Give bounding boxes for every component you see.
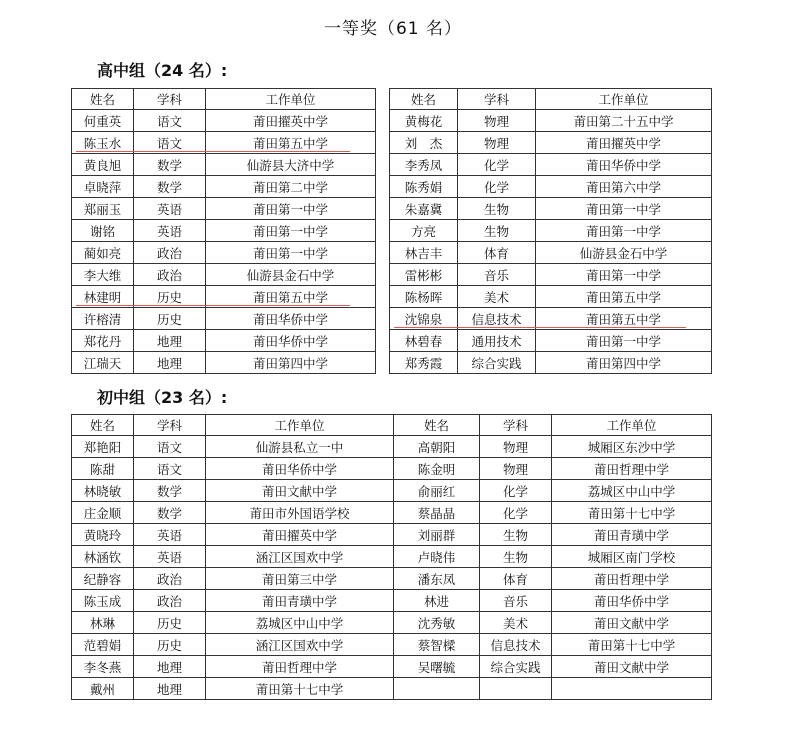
- subject-cell: 化学: [458, 176, 536, 198]
- name-cell: 卓晓萍: [72, 176, 134, 198]
- name-cell: 蔡晶晶: [394, 502, 480, 524]
- column-gap: [376, 132, 390, 154]
- school-cell: 莆田第一中学: [536, 220, 712, 242]
- school-cell: 莆田哲理中学: [206, 656, 394, 678]
- school-cell: 莆田青璜中学: [552, 524, 712, 546]
- subject-cell: 信息技术: [458, 308, 536, 330]
- column-header: 学科: [134, 89, 206, 110]
- column-header: 学科: [480, 415, 552, 436]
- subject-cell: 历史: [134, 634, 206, 656]
- name-cell: 高朝阳: [394, 436, 480, 458]
- subject-cell: 政治: [134, 568, 206, 590]
- table-header-row: [72, 89, 712, 110]
- school-cell: 莆田华侨中学: [552, 590, 712, 612]
- table-row: [72, 176, 712, 198]
- subject-cell: 体育: [480, 568, 552, 590]
- name-cell: 李秀凤: [390, 154, 458, 176]
- school-cell: 莆田擢英中学: [206, 110, 376, 132]
- name-cell: 蔺如亮: [72, 242, 134, 264]
- subject-cell: 政治: [134, 590, 206, 612]
- name-cell: 方亮: [390, 220, 458, 242]
- school-cell: 莆田第二十五中学: [536, 110, 712, 132]
- name-cell: 林碧春: [390, 330, 458, 352]
- name-cell: 何重英: [72, 110, 134, 132]
- school-cell: 城厢区南门学校: [552, 546, 712, 568]
- subject-cell: 数学: [134, 480, 206, 502]
- column-gap: [376, 264, 390, 286]
- subject-cell: 通用技术: [458, 330, 536, 352]
- subject-cell: 综合实践: [480, 656, 552, 678]
- name-cell: 沈秀敏: [394, 612, 480, 634]
- middle-school-table: [71, 414, 712, 700]
- name-cell: 谢铭: [72, 220, 134, 242]
- subject-cell: 美术: [458, 286, 536, 308]
- name-cell: 李大维: [72, 264, 134, 286]
- name-cell: 江瑞天: [72, 352, 134, 374]
- subject-cell: 生物: [458, 198, 536, 220]
- subject-cell: 音乐: [458, 264, 536, 286]
- school-cell: 莆田文献中学: [552, 612, 712, 634]
- school-cell: 莆田第一中学: [536, 264, 712, 286]
- school-cell: 莆田第五中学: [206, 286, 376, 308]
- name-cell: 刘丽群: [394, 524, 480, 546]
- table-row: [72, 568, 712, 590]
- school-cell: 莆田哲理中学: [552, 568, 712, 590]
- column-gap: [376, 286, 390, 308]
- name-cell: 林琳: [72, 612, 134, 634]
- name-cell: 刘 杰: [390, 132, 458, 154]
- column-gap: [376, 242, 390, 264]
- school-cell: 莆田文献中学: [552, 656, 712, 678]
- subject-cell: 历史: [134, 286, 206, 308]
- school-cell: 莆田第五中学: [536, 286, 712, 308]
- name-cell: 庄金顺: [72, 502, 134, 524]
- column-header: 工作单位: [552, 415, 712, 436]
- column-header: 工作单位: [206, 89, 376, 110]
- subject-cell: 地理: [134, 330, 206, 352]
- red-underline-mark: [394, 327, 686, 328]
- name-cell: 蔡智樑: [394, 634, 480, 656]
- school-cell: 仙游县私立一中: [206, 436, 394, 458]
- subject-cell: 综合实践: [458, 352, 536, 374]
- column-gap: [376, 89, 390, 110]
- school-cell: 荔城区中山中学: [206, 612, 394, 634]
- school-cell: 莆田华侨中学: [206, 330, 376, 352]
- name-cell: 俞丽红: [394, 480, 480, 502]
- name-cell: 林涵钦: [72, 546, 134, 568]
- name-cell: 黄晓玲: [72, 524, 134, 546]
- column-header: 姓名: [72, 89, 134, 110]
- column-gap: [376, 220, 390, 242]
- subject-cell: 生物: [480, 546, 552, 568]
- table-row: [72, 480, 712, 502]
- name-cell: 林吉丰: [390, 242, 458, 264]
- table-row: [72, 656, 712, 678]
- table-row: [72, 436, 712, 458]
- column-header: 姓名: [390, 89, 458, 110]
- school-cell: 莆田文献中学: [206, 480, 394, 502]
- table-row: [72, 198, 712, 220]
- table-header-row: [72, 415, 712, 436]
- name-cell: 纪静容: [72, 568, 134, 590]
- subject-cell: 音乐: [480, 590, 552, 612]
- name-cell: 郑艳阳: [72, 436, 134, 458]
- subject-cell: 语文: [134, 110, 206, 132]
- school-cell: 莆田第一中学: [536, 198, 712, 220]
- school-cell: 仙游县金石中学: [206, 264, 376, 286]
- school-cell: 莆田华侨中学: [206, 458, 394, 480]
- name-cell: 陈杨晖: [390, 286, 458, 308]
- subject-cell: 语文: [134, 458, 206, 480]
- school-cell: 莆田华侨中学: [536, 154, 712, 176]
- school-cell: 莆田第五中学: [206, 132, 376, 154]
- subject-cell: 化学: [480, 502, 552, 524]
- school-cell: 莆田擢英中学: [536, 132, 712, 154]
- name-cell: 陈玉成: [72, 590, 134, 612]
- name-cell: 林建明: [72, 286, 134, 308]
- name-cell: 陈玉水: [72, 132, 134, 154]
- subject-cell: 物理: [480, 436, 552, 458]
- school-cell: 莆田第二中学: [206, 176, 376, 198]
- subject-cell: 数学: [134, 154, 206, 176]
- name-cell: 郑秀霞: [390, 352, 458, 374]
- middle-school-heading: 初中组（23 名）:: [97, 388, 228, 407]
- school-cell: 莆田第五中学: [536, 308, 712, 330]
- name-cell: 许榕清: [72, 308, 134, 330]
- table-row: [72, 612, 712, 634]
- table-row: [72, 220, 712, 242]
- school-cell: 莆田第四中学: [536, 352, 712, 374]
- table-row: [72, 242, 712, 264]
- column-header: 工作单位: [536, 89, 712, 110]
- name-cell: 黄良旭: [72, 154, 134, 176]
- school-cell: 城厢区东沙中学: [552, 436, 712, 458]
- subject-cell: [480, 678, 552, 700]
- column-header: 工作单位: [206, 415, 394, 436]
- name-cell: 朱嘉冀: [390, 198, 458, 220]
- name-cell: 潘东凤: [394, 568, 480, 590]
- page-title: 一等奖（61 名）: [323, 19, 463, 39]
- school-cell: 莆田第十七中学: [206, 678, 394, 700]
- school-cell: 莆田第一中学: [206, 220, 376, 242]
- school-cell: 荔城区中山中学: [552, 480, 712, 502]
- subject-cell: 地理: [134, 656, 206, 678]
- name-cell: 林晓敏: [72, 480, 134, 502]
- name-cell: 黄梅花: [390, 110, 458, 132]
- table-row: [72, 634, 712, 656]
- name-cell: 雷彬彬: [390, 264, 458, 286]
- column-header: 学科: [458, 89, 536, 110]
- school-cell: 莆田第三中学: [206, 568, 394, 590]
- school-cell: 莆田第一中学: [206, 198, 376, 220]
- column-gap: [376, 308, 390, 330]
- name-cell: 戴州: [72, 678, 134, 700]
- school-cell: 莆田哲理中学: [552, 458, 712, 480]
- school-cell: 莆田第四中学: [206, 352, 376, 374]
- name-cell: 林进: [394, 590, 480, 612]
- subject-cell: 政治: [134, 264, 206, 286]
- name-cell: 范碧娟: [72, 634, 134, 656]
- subject-cell: 历史: [134, 612, 206, 634]
- school-cell: 仙游县大济中学: [206, 154, 376, 176]
- subject-cell: 数学: [134, 502, 206, 524]
- school-cell: 莆田第一中学: [206, 242, 376, 264]
- name-cell: 卢晓伟: [394, 546, 480, 568]
- name-cell: 陈秀娟: [390, 176, 458, 198]
- column-gap: [376, 330, 390, 352]
- name-cell: 陈金明: [394, 458, 480, 480]
- table-row: [72, 678, 712, 700]
- school-cell: 莆田第六中学: [536, 176, 712, 198]
- school-cell: 涵江区国欢中学: [206, 634, 394, 656]
- subject-cell: 信息技术: [480, 634, 552, 656]
- school-cell: 仙游县金石中学: [536, 242, 712, 264]
- school-cell: 莆田市外国语学校: [206, 502, 394, 524]
- school-cell: [552, 678, 712, 700]
- subject-cell: 化学: [480, 480, 552, 502]
- name-cell: 郑丽玉: [72, 198, 134, 220]
- table-row: [72, 352, 712, 374]
- column-gap: [376, 176, 390, 198]
- subject-cell: 化学: [458, 154, 536, 176]
- school-cell: 莆田华侨中学: [206, 308, 376, 330]
- subject-cell: 生物: [458, 220, 536, 242]
- name-cell: 沈锦泉: [390, 308, 458, 330]
- name-cell: 陈甜: [72, 458, 134, 480]
- name-cell: 吴曙毓: [394, 656, 480, 678]
- red-underline-mark: [76, 151, 350, 152]
- subject-cell: 物理: [458, 132, 536, 154]
- subject-cell: 物理: [458, 110, 536, 132]
- school-cell: 莆田第十七中学: [552, 502, 712, 524]
- subject-cell: 数学: [134, 176, 206, 198]
- table-row: [72, 546, 712, 568]
- subject-cell: 体育: [458, 242, 536, 264]
- table-row: [72, 458, 712, 480]
- column-header: 姓名: [394, 415, 480, 436]
- column-header: 姓名: [72, 415, 134, 436]
- name-cell: [394, 678, 480, 700]
- subject-cell: 历史: [134, 308, 206, 330]
- column-gap: [376, 154, 390, 176]
- subject-cell: 物理: [480, 458, 552, 480]
- subject-cell: 地理: [134, 678, 206, 700]
- subject-cell: 生物: [480, 524, 552, 546]
- name-cell: 郑花丹: [72, 330, 134, 352]
- subject-cell: 英语: [134, 198, 206, 220]
- table-row: [72, 590, 712, 612]
- subject-cell: 政治: [134, 242, 206, 264]
- school-cell: 莆田青璜中学: [206, 590, 394, 612]
- table-row: [72, 524, 712, 546]
- school-cell: 莆田擢英中学: [206, 524, 394, 546]
- subject-cell: 英语: [134, 220, 206, 242]
- school-cell: 莆田第一中学: [536, 330, 712, 352]
- subject-cell: 美术: [480, 612, 552, 634]
- column-gap: [376, 110, 390, 132]
- subject-cell: 英语: [134, 546, 206, 568]
- table-row: [72, 502, 712, 524]
- column-header: 学科: [134, 415, 206, 436]
- subject-cell: 语文: [134, 436, 206, 458]
- table-row: [72, 330, 712, 352]
- high-school-heading: 高中组（24 名）:: [97, 61, 228, 80]
- subject-cell: 英语: [134, 524, 206, 546]
- subject-cell: 地理: [134, 352, 206, 374]
- table-row: [72, 154, 712, 176]
- high-school-table: [71, 88, 712, 374]
- table-row: [72, 264, 712, 286]
- red-underline-mark: [76, 305, 350, 306]
- name-cell: 李冬燕: [72, 656, 134, 678]
- table-row: [72, 110, 712, 132]
- school-cell: 莆田第十七中学: [552, 634, 712, 656]
- column-gap: [376, 198, 390, 220]
- column-gap: [376, 352, 390, 374]
- subject-cell: 语文: [134, 132, 206, 154]
- school-cell: 涵江区国欢中学: [206, 546, 394, 568]
